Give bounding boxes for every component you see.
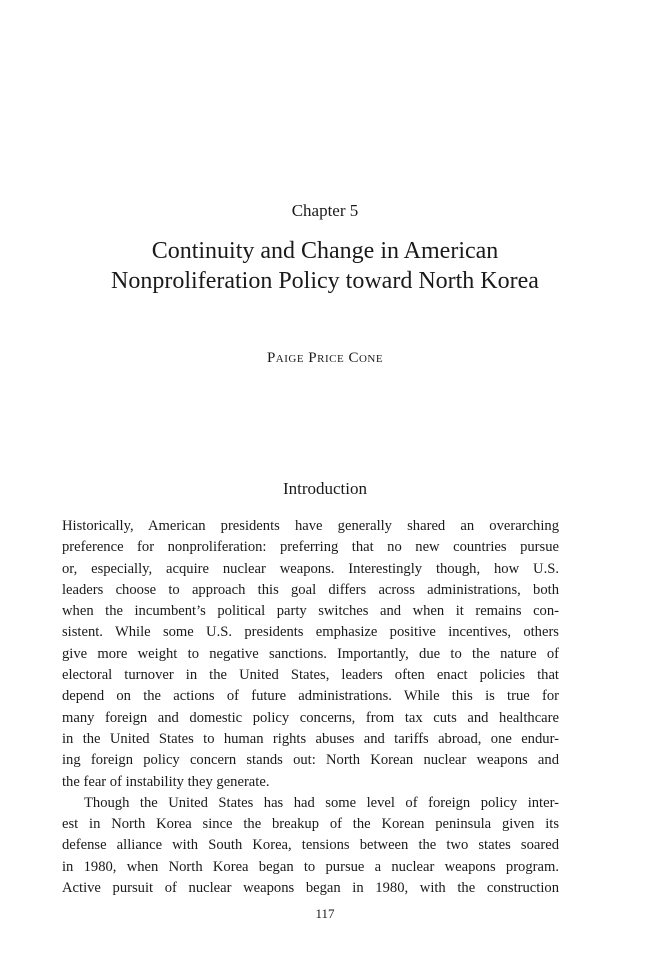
- body-line: when the incumbent’s political party switches and when it remains con-: [62, 603, 559, 620]
- body-line: give more weight to negative sanctions. Importantly, due to the nature of: [62, 645, 559, 662]
- body-line: Historically, American presidents have generally shared an overarching: [62, 518, 559, 534]
- chapter-title: [0, 236, 650, 296]
- body-line: est in North Korea since the breakup of the Korean peninsula given its: [62, 816, 559, 833]
- body-line: preference for nonproliferation: preferring that no new countries pursue: [62, 539, 559, 556]
- body-line: in the United States to human rights abuses and tariffs abroad, one endur-: [62, 730, 559, 747]
- body-line: leaders choose to approach this goal differs across administrations, both: [62, 581, 559, 598]
- body-line: sistent. While some U.S. presidents emphasize positive incentives, others: [62, 624, 559, 641]
- chapter-title-line: Nonproliferation Policy toward North Korea: [111, 268, 539, 294]
- body-line: many foreign and domestic policy concerns, from tax cuts and healthcare: [62, 709, 559, 726]
- body-line: or, especially, acquire nuclear weapons. Interestingly though, how U.S.: [62, 560, 559, 577]
- page-number: 117: [315, 906, 335, 921]
- body-line: the fear of instability they generate.: [62, 773, 270, 790]
- chapter-label: Chapter 5: [291, 201, 359, 220]
- body-text: [62, 516, 559, 899]
- body-line: Though the United States has had some level of foreign policy inter-: [84, 794, 559, 811]
- chapter-title-line: Continuity and Change in American: [151, 238, 499, 264]
- author-name: Paige Price Cone: [266, 350, 384, 366]
- body-line: depend on the actions of future administrations. While this is true for: [62, 688, 559, 705]
- body-line: in 1980, when North Korea began to pursue a nuclear weapons program.: [62, 858, 559, 875]
- body-line: defense alliance with South Korea, tensions between the two states soared: [62, 837, 559, 854]
- body-line: ing foreign policy concern stands out: North Korean nuclear weapons and: [62, 752, 559, 769]
- body-line: Active pursuit of nuclear weapons began in 1980, with the construction: [62, 880, 559, 897]
- section-heading: Introduction: [282, 479, 368, 498]
- body-line: electoral turnover in the United States, leaders often enact policies that: [62, 667, 559, 684]
